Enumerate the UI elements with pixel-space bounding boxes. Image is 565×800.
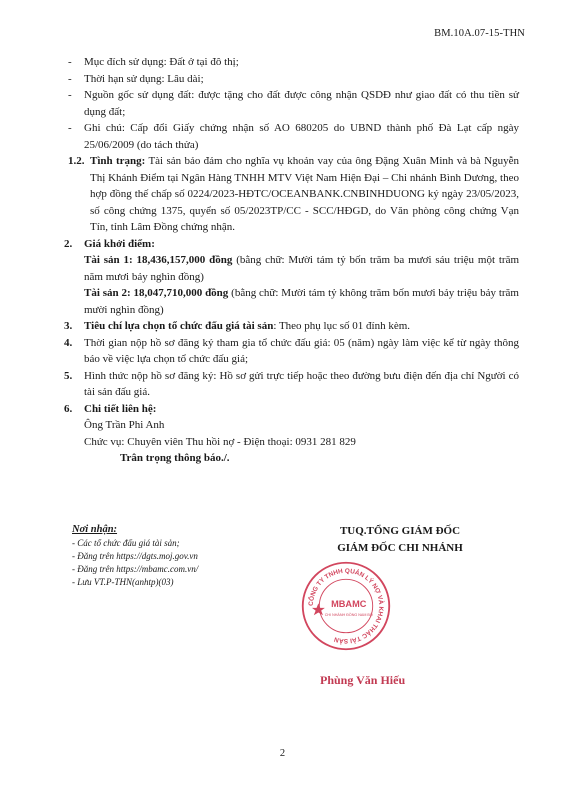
bullet-item: - Thời hạn sử dụng: Lâu dài; [68,72,204,85]
section-number: 6. [64,402,73,415]
section-1-2 [68,153,519,236]
section-title: Tiêu chí lựa chọn tổ chức đấu giá tài sản [84,320,274,332]
contact-role: Chức vụ: Chuyên viên Thu hồi nợ - Điện thoại: 0931 281 829 [84,435,356,448]
recipient-item: - Đăng trên https://dgts.moj.gov.vn [72,551,198,561]
stamp-center-text: CHI NHÁNH ĐỒNG NAM BỘ [324,613,373,618]
recipients-block [72,523,198,589]
bullet-text: Ghi chú: Cấp đổi Giấy chứng nhận số AO 680205 do UBND thành phố Đà Lạt cấp ngày 25/06/2009 (do tách thửa) [84,122,519,151]
asset-1-price [68,252,519,285]
bullet-text: Nguồn gốc sử dụng đất: được tặng cho đất được công nhận QSDĐ như giao đất có thu tiền sử dụng đất; [84,89,519,118]
asset-2-text: (bằng chữ: Mười tám tỷ không trăm bốn mươi bảy triệu bảy trăm mười nghìn đồng) [84,287,519,316]
signature-title-2: GIÁM ĐỐC CHI NHÁNH [337,542,463,554]
recipient-item: - Các tổ chức đấu giá tài sản; [72,538,180,548]
section-text: Thời gian nộp hồ sơ đăng ký tham gia tổ chức đấu giá: 05 (năm) ngày làm việc kể từ ngày thông báo về việc lựa chọn tổ chức đấu giá; [84,336,519,365]
stamp-logo-text: MBAMC [331,598,367,609]
section-number: 2. [64,237,73,250]
recipient-item: - Đăng trên https://mbamc.com.vn/ [72,564,199,574]
bullet-text: Mục đích sử dụng: Đất ở tại đô thị; [84,56,239,68]
section-title: Chi tiết liên hệ: [84,402,157,415]
section-3 [64,318,519,335]
contact-name: Ông Trần Phi Anh [84,419,165,431]
company-stamp [300,560,392,652]
asset-2-label: Tài sản 2: 18,047,710,000 đồng [84,287,229,299]
signer-name: Phùng Văn Hiếu [320,673,406,687]
document-body [64,54,520,467]
page-number: 2 [279,748,286,759]
section-number: 5. [64,369,73,382]
asset-1-label: Tài sản 1: 18,436,157,000 đồng [84,254,233,266]
closing-line: Trân trọng thông báo./. [120,452,230,464]
recipients-heading: Nơi nhận: [72,524,118,535]
section-6 [64,401,519,418]
section-text: : Theo phụ lục số 01 đính kèm. [273,320,411,332]
signature-block [300,523,500,557]
section-number: 1.2. [68,155,85,167]
section-2 [64,236,519,253]
asset-2-price [68,285,519,318]
section-title: Giá khởi điểm: [84,237,155,250]
signature-title-1: TUQ.TỔNG GIÁM ĐỐC [339,525,461,537]
section-number: 4. [64,336,73,349]
stamp-ring-text: CÔNG TY TNHH QUẢN LÝ NỢ VÀ KHAI THÁC TÀI SẢN [307,567,385,645]
section-text: Hình thức nộp hồ sơ đăng ký: Hồ sơ gửi trực tiếp hoặc theo đường bưu điện đến địa chỉ Người có tài sản đấu giá. [84,369,519,398]
document-code: BM.10A.07-15-THN [434,28,525,39]
recipient-item: - Lưu VT.P-THN(anhtp)(03) [72,577,174,587]
bullet-item: - Mục đích sử dụng: Đất ở tại đô thị; [68,56,239,68]
bullet-text: Thời hạn sử dụng: Lâu dài; [84,72,204,85]
section-number: 3. [64,320,73,332]
section-5 [64,368,519,401]
section-4 [64,335,519,368]
bullet-item: - Ghi chú: Cấp đổi Giấy chứng nhận số AO 680205 do UBND thành phố Đà Lạt cấp ngày 25/06/2009 (do tách thửa) [68,122,519,151]
section-title: Tình trạng: [90,155,146,167]
bullet-item: - Nguồn gốc sử dụng đất: được tặng cho đất được công nhận QSDĐ như giao đất có thu tiền sử dụng đất; [68,89,519,118]
section-text: Tài sản bảo đảm cho nghĩa vụ khoản vay của ông Đặng Xuân Minh và bà Nguyễn Thị Khánh Điểm tại Ngân Hàng TNHH MTV Việt Nam Hiện Đại – Chi nhánh Bình Dương, theo hợp đồng thế chấp số 0224/2023-HĐTC/OCEANBANK.CNBINHDUONG ký ngày 23/05/2023, số công chứng 1375, quyển số 05/2023TP/CC - SCC/HĐGD, do Văn phòng công chứng Vạn Tín, tỉnh Lâm Đồng chứng nhận. [90,155,519,233]
asset-1-text: (bằng chữ: Mười tám tỷ bốn trăm ba mươi sáu triệu một trăm năm mươi bảy nghìn đồng) [84,254,520,283]
